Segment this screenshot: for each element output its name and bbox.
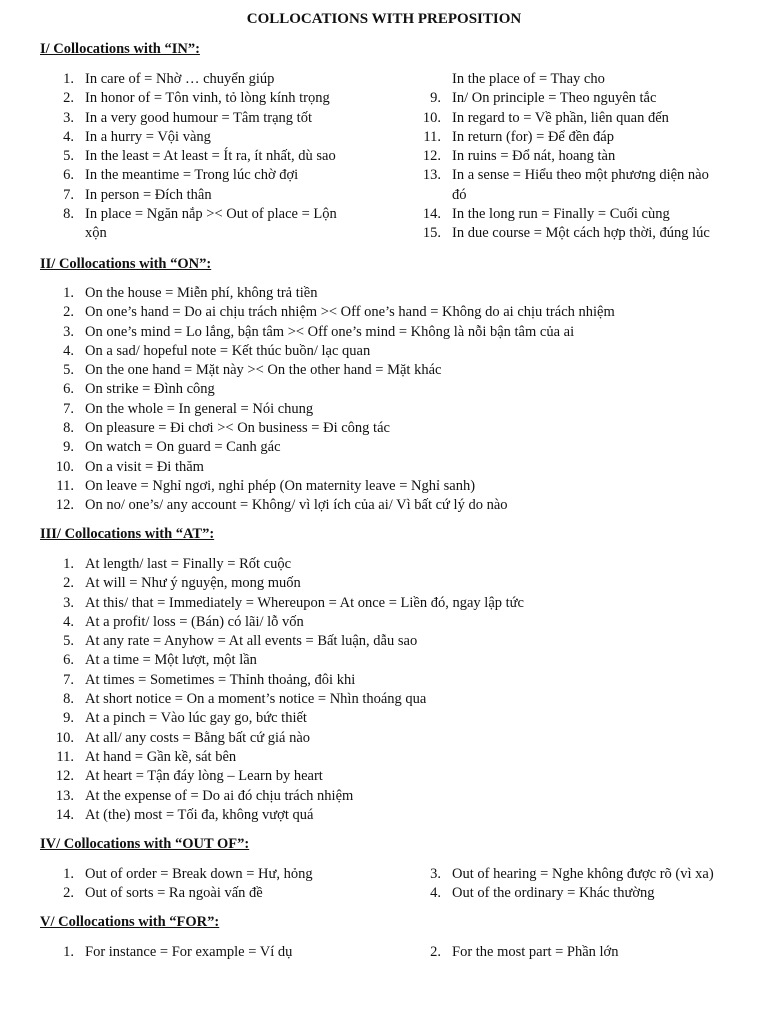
list-item: 11. In return (for) = Để đền đáp (423, 128, 614, 145)
list-item: 14. At (the) most = Tối đa, không vượt quá (55, 806, 314, 823)
section-heading-at: III/ Collocations with “AT”: (40, 526, 215, 542)
list-item: 11. At hand = Gần kề, sát bên (56, 748, 237, 765)
list-item: 7. In person = Đích thân (63, 186, 212, 203)
out-of-list-left (40, 865, 370, 904)
list-item: 15. In due course = Một cách hợp thời, đúng lúc (422, 225, 710, 242)
on-list (40, 284, 740, 516)
section-heading-for: V/ Collocations with “FOR”: (40, 914, 220, 930)
page-title: COLLOCATIONS WITH PREPOSITION (246, 11, 522, 27)
list-item: 2. In honor of = Tôn vinh, tỏ lòng kính trọng (63, 90, 330, 107)
list-item: 6. At a time = Một lượt, một lần (63, 652, 257, 669)
list-item: 9. In/ On principle = Theo nguyên tắc (430, 90, 657, 107)
list-item: 11. On leave = Nghỉ ngơi, nghỉ phép (On maternity leave = Nghỉ sanh) (56, 477, 476, 494)
list-item: 6. In the meantime = Trong lúc chờ đợi (63, 167, 299, 184)
list-item: 8. On pleasure = Đi chơi >< On business = Đi công tác (63, 420, 390, 437)
list-item: 9. At a pinch = Vào lúc gay go, bức thiết (63, 710, 307, 727)
list-item: 3. On one’s mind = Lo lắng, bận tâm >< Off one’s mind = Không là nỗi bận tâm của ai (63, 323, 575, 340)
list-item-continuation: In the place of = Thay cho (452, 71, 605, 87)
out-of-list-right (407, 865, 737, 904)
section-heading-in: I/ Collocations with “IN”: (40, 41, 200, 57)
list-item: 10. At all/ any costs = Bằng bất cứ giá nào (55, 729, 311, 746)
list-item: 12. On no/ one’s/ any account = Không/ vì lợi ích của ai/ Vì bất cứ lý do nào (55, 497, 508, 514)
list-item: 13. At the expense of = Do ai đó chịu trách nhiệm (55, 787, 354, 804)
list-item: 12. At heart = Tận đáy lòng – Learn by heart (55, 768, 323, 785)
in-list-right (407, 70, 737, 244)
section-heading-out-of: IV/ Collocations with “OUT OF”: (40, 836, 250, 852)
list-item: 2. Out of sorts = Ra ngoài vấn đề (63, 885, 263, 902)
list-item: 2. At will = Như ý nguyện, mong muốn (63, 575, 301, 592)
list-item: 8. At short notice = On a moment’s notice = Nhìn thoáng qua (63, 691, 427, 708)
list-item: 3. Out of hearing = Nghe không được rõ (vì xa) (430, 866, 714, 882)
list-item: 5. In the least = At least = Ít ra, ít nhất, dù sao (63, 148, 336, 165)
list-item: 14. In the long run = Finally = Cuối cùng (422, 206, 670, 223)
in-list-left (40, 70, 370, 244)
list-item: 10. In regard to = Về phần, liên quan đến (422, 109, 669, 126)
list-item: 2. For the most part = Phần lớn (430, 944, 619, 960)
at-list (40, 555, 740, 825)
list-item: 4. At a profit/ loss = (Bán) có lãi/ lỗ vốn (63, 613, 304, 630)
list-item: 1. Out of order = Break down = Hư, hỏng (63, 866, 313, 882)
list-item: 4. Out of the ordinary = Khác thường (430, 885, 655, 902)
list-item: 5. On the one hand = Mặt này >< On the other hand = Mặt khác (63, 362, 442, 379)
list-item: 4. In a hurry = Vội vàng (63, 128, 211, 145)
list-item: 3. In a very good humour = Tâm trạng tốt (63, 109, 312, 126)
list-item: 1. On the house = Miễn phí, không trả tiền (63, 285, 318, 301)
list-item: 1. For instance = For example = Ví dụ (63, 944, 293, 960)
section-heading-on: II/ Collocations with “ON”: (40, 256, 212, 272)
list-item: 4. On a sad/ hopeful note = Kết thúc buồn/ lạc quan (63, 342, 371, 359)
for-list-right (407, 943, 737, 962)
list-item: 5. At any rate = Anyhow = At all events = Bất luận, dẫu sao (63, 633, 418, 650)
list-item: 8. In place = Ngăn nắp >< Out of place = Lộn xộn (63, 206, 337, 242)
list-item: 10. On a visit = Đi thăm (55, 458, 204, 475)
list-item: 13. In a sense = Hiểu theo một phương diện nào đó (422, 167, 709, 203)
list-item: 2. On one’s hand = Do ai chịu trách nhiệm >< Off one’s hand = Không do ai chịu trách nhiệm (63, 304, 615, 321)
list-item: 3. At this/ that = Immediately = Whereupon = At once = Liền đó, ngay lập tức (63, 594, 524, 611)
list-item: 1. At length/ last = Finally = Rốt cuộc (63, 556, 292, 572)
for-list-left (40, 943, 370, 962)
list-item: 9. On watch = On guard = Canh gác (63, 439, 281, 456)
list-item: 1. In care of = Nhờ … chuyển giúp (63, 71, 275, 87)
list-item: 7. At times = Sometimes = Thỉnh thoảng, đôi khi (63, 671, 356, 688)
list-item: 12. In ruins = Đổ nát, hoang tàn (422, 148, 616, 165)
list-item: 6. On strike = Đình công (63, 381, 215, 398)
list-item: 7. On the whole = In general = Nói chung (63, 400, 314, 417)
